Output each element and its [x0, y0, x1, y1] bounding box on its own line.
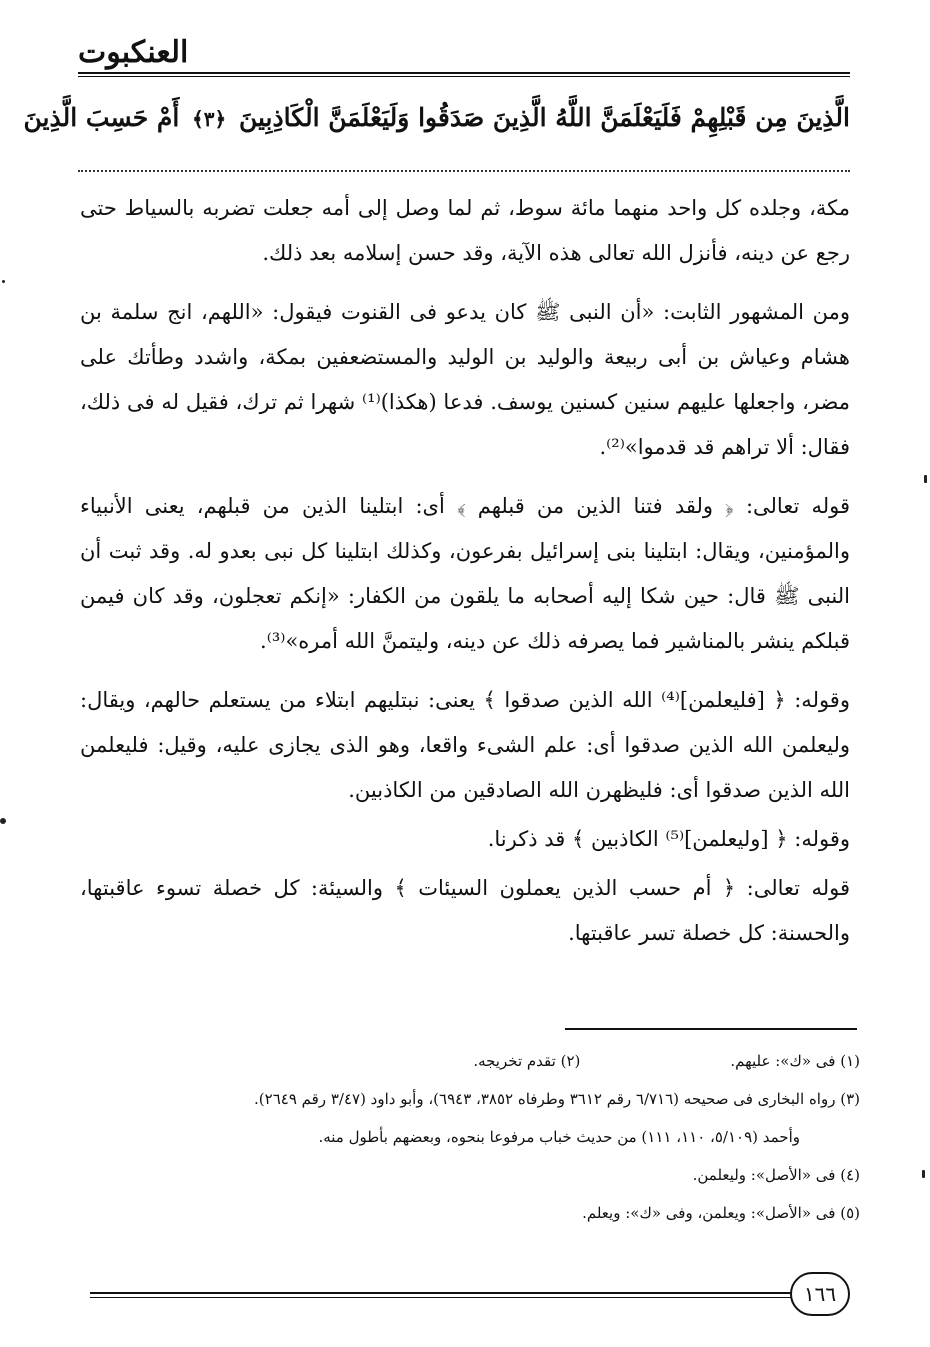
- scan-speck: [922, 1170, 925, 1178]
- surah-title: العنكبوت: [78, 35, 189, 70]
- paragraph: ومن المشهور الثابت: «أن النبى ﷺ كان يدعو فى القنوت فيقول: «اللهم، انج سلمة بن هشام وعياش بن أبى ربيعة والوليد بن الوليد والمستضعفين بمكة، واشدد وطأتك على مضر، واجعلها عليهم سنين كسنين يوسف. فدعا (هكذا)⁽¹⁾ شهرا ثم ترك، فقيل له فى ذلك، فقال: ألا تراهم قد قدموا»⁽²⁾.: [80, 300, 851, 459]
- verse-number-marker: ﴿٣﴾: [192, 107, 227, 131]
- scan-speck: [0, 818, 6, 824]
- verse-separator: [78, 170, 850, 172]
- paragraph: وقوله: ﴿ [فليعلمن]⁽⁴⁾ الله الذين صدقوا ﴾ يعنى: نبتليهم ابتلاء من يستعلم حالهم، ويقال: وليعلمن الله الذين صدقوا أى: علم الشىء واقعا، وهو الذى يجازى عليه، وقيل: فليعلمن الله الذين صدقوا أى: فليظهرن الله الصادقين من الكاذبين.: [80, 688, 850, 802]
- footnote-5: (٥) فى «الأصل»: ويعلمن، وفى «ك»: ويعلم.: [582, 1204, 860, 1222]
- footnote-4: (٤) فى «الأصل»: وليعلمن.: [692, 1166, 860, 1184]
- footnote-separator: [565, 1028, 857, 1030]
- footnote-3: (٣) رواه البخارى فى صحيحه (٦/٧١٦ رقم ٣٦١٢ وطرفاه ٣٨٥٢، ٦٩٤٣)، وأبو داود (٣/٤٧ رقم ٢٦٤٩).: [254, 1090, 860, 1108]
- paragraph: قوله تعالى: ﴿ ولقد فتنا الذين من قبلهم ﴾ أى: ابتلينا الذين من قبلهم، يعنى الأنبياء والمؤمنين، ويقال: ابتلينا بنى إسرائيل بفرعون، وكذلك ابتلينا كل نبى بعدو له. وقد ثبت أن النبى ﷺ قال: حين شكا إليه أصحابه ما يلقون من الكفار: «إنكم تعجلون، وقد كان فيمن قبلكم ينشر بالمناشير فما يصرفه ذلك عن دينه، وليتمنَّ الله أمره»⁽³⁾.: [80, 494, 850, 653]
- paragraph: مكة، وجلده كل واحد منهما مائة سوط، ثم لما وصل إلى أمه جعلت تضربه بالسياط حتى رجع عن دينه، فأنزل الله تعالى هذه الآية، وقد حسن إسلامه بعد ذلك.: [80, 196, 850, 265]
- footer-rule: [90, 1292, 800, 1294]
- footnote-3-continued: وأحمد (٥/١٠٩، ١١٠، ١١١) من حديث خباب مرفوعا بنحوه، وبعضهم بأطول منه.: [318, 1128, 800, 1146]
- footnote-1: (١) فى «ك»: عليهم.: [730, 1052, 860, 1070]
- verse-text-part1: الَّذِينَ مِن قَبْلِهِمْ فَلَيَعْلَمَنَّ اللَّهُ الَّذِينَ صَدَقُوا وَلَيَعْلَمَنَّ الْكَاذِبِينَ: [238, 103, 850, 132]
- header-rule: [78, 72, 850, 74]
- footer-rule-thin: [90, 1297, 800, 1298]
- verse-text-part2: أَمْ حَسِبَ الَّذِينَ: [23, 103, 180, 132]
- quran-verse: [23, 96, 850, 141]
- paragraph: وقوله: ﴿ [وليعلمن]⁽⁵⁾ الكاذبين ﴾ قد ذكرنا.: [487, 827, 850, 851]
- footnote-2: (٢) تقدم تخريجه.: [473, 1052, 581, 1070]
- paragraph: قوله تعالى: ﴿ أم حسب الذين يعملون السيئات ﴾ والسيئة: كل خصلة تسوء عاقبتها، والحسنة: كل خصلة تسر عاقبتها.: [80, 876, 850, 945]
- header-rule-thin: [78, 76, 850, 77]
- scan-speck: [924, 475, 927, 483]
- commentary-body: [80, 186, 850, 956]
- scan-speck: [2, 280, 5, 283]
- footnotes: [80, 1042, 860, 1232]
- page-number: ١٦٦: [790, 1272, 850, 1316]
